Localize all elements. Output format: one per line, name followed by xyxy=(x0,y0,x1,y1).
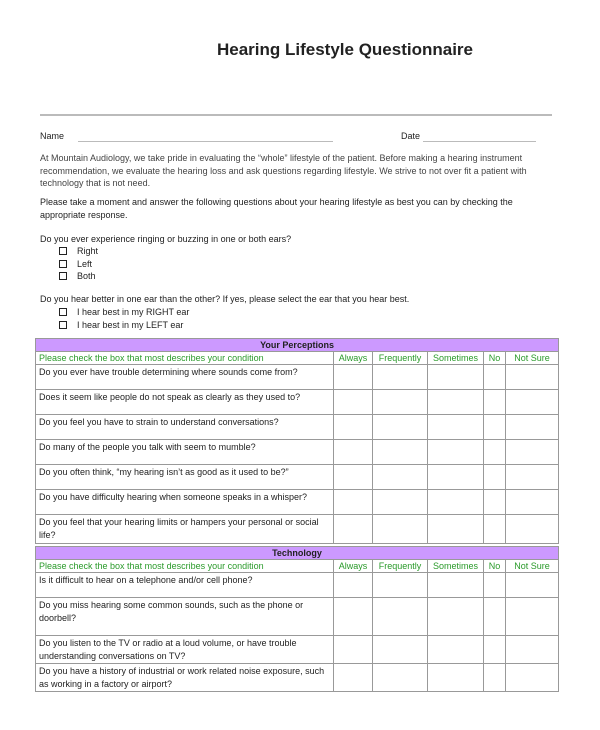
table-row xyxy=(36,573,559,598)
column-header: Not Sure xyxy=(506,352,559,365)
option-both[interactable] xyxy=(59,270,98,283)
answer-cell-no[interactable] xyxy=(484,365,506,390)
column-header: Please check the box that most describes your condition xyxy=(36,352,334,365)
checkbox-icon[interactable] xyxy=(59,321,67,329)
answer-cell-no[interactable] xyxy=(484,390,506,415)
answer-cell-not-sure[interactable] xyxy=(506,465,559,490)
checkbox-icon[interactable] xyxy=(59,308,67,316)
answer-cell-sometimes[interactable] xyxy=(428,636,484,664)
answer-cell-always[interactable] xyxy=(334,415,373,440)
answer-cell-sometimes[interactable] xyxy=(428,598,484,636)
table-row xyxy=(36,365,559,390)
answer-cell-always[interactable] xyxy=(334,664,373,692)
answer-cell-always[interactable] xyxy=(334,390,373,415)
answer-cell-frequently[interactable] xyxy=(373,465,428,490)
option-label: I hear best in my LEFT ear xyxy=(77,319,184,330)
question-cell: Do you often think, “my hearing isn’t as good as it used to be?” xyxy=(36,465,334,490)
table-row xyxy=(36,440,559,465)
answer-cell-not-sure[interactable] xyxy=(506,573,559,598)
column-header: Sometimes xyxy=(428,560,484,573)
answer-cell-always[interactable] xyxy=(334,365,373,390)
table-row xyxy=(36,636,559,664)
table-row xyxy=(36,490,559,515)
question-cell: Do you listen to the TV or radio at a loud volume, or have trouble understanding conversations on TV? xyxy=(36,636,334,664)
column-header: Frequently xyxy=(373,352,428,365)
instructions-text: Please take a moment and answer the following questions about your hearing lifestyle as best you can by checking the appropriate response. xyxy=(40,197,513,220)
option-left-ear[interactable] xyxy=(59,319,189,332)
answer-cell-not-sure[interactable] xyxy=(506,440,559,465)
answer-cell-sometimes[interactable] xyxy=(428,365,484,390)
answer-cell-frequently[interactable] xyxy=(373,573,428,598)
table-row xyxy=(36,415,559,440)
date-label: Date xyxy=(401,131,421,141)
question-cell: Do you feel you have to strain to understand conversations? xyxy=(36,415,334,440)
options-better-ear xyxy=(59,306,189,331)
answer-cell-frequently[interactable] xyxy=(373,598,428,636)
option-label: Both xyxy=(77,271,96,281)
answer-cell-no[interactable] xyxy=(484,598,506,636)
option-label: I hear best in my RIGHT ear xyxy=(77,307,190,317)
answer-cell-not-sure[interactable] xyxy=(506,390,559,415)
answer-cell-always[interactable] xyxy=(334,598,373,636)
question-cell: Do you have difficulty hearing when someone speaks in a whisper? xyxy=(36,490,334,515)
answer-cell-always[interactable] xyxy=(334,440,373,465)
technology-table xyxy=(35,546,559,692)
answer-cell-sometimes[interactable] xyxy=(428,465,484,490)
answer-cell-frequently[interactable] xyxy=(373,390,428,415)
answer-cell-no[interactable] xyxy=(484,515,506,544)
answer-cell-not-sure[interactable] xyxy=(506,636,559,664)
column-header: Always xyxy=(334,352,373,365)
perceptions-table xyxy=(35,338,559,544)
answer-cell-frequently[interactable] xyxy=(373,664,428,692)
answer-cell-frequently[interactable] xyxy=(373,636,428,664)
option-label: Right xyxy=(77,246,99,256)
column-header: Always xyxy=(334,560,373,573)
answer-cell-no[interactable] xyxy=(484,440,506,465)
question-cell: Do you have a history of industrial or work related noise exposure, such as working in a factory or airport? xyxy=(36,664,334,692)
answer-cell-frequently[interactable] xyxy=(373,440,428,465)
answer-cell-always[interactable] xyxy=(334,515,373,544)
question-cell: Is it difficult to hear on a telephone and/or cell phone? xyxy=(36,573,334,598)
answer-cell-not-sure[interactable] xyxy=(506,365,559,390)
column-header: No xyxy=(484,352,506,365)
answer-cell-not-sure[interactable] xyxy=(506,598,559,636)
answer-cell-sometimes[interactable] xyxy=(428,490,484,515)
question-better-ear: Do you hear better in one ear than the other? If yes, please select the ear that you hear best. xyxy=(40,294,410,304)
options-ringing xyxy=(59,245,98,283)
table-row xyxy=(36,598,559,636)
answer-cell-no[interactable] xyxy=(484,490,506,515)
table-row xyxy=(36,465,559,490)
table-row xyxy=(36,515,559,544)
answer-cell-sometimes[interactable] xyxy=(428,573,484,598)
question-cell: Do you feel that your hearing limits or hampers your personal or social life? xyxy=(36,515,334,544)
question-cell: Do you miss hearing some common sounds, such as the phone or doorbell? xyxy=(36,598,334,636)
answer-cell-not-sure[interactable] xyxy=(506,664,559,692)
answer-cell-frequently[interactable] xyxy=(373,415,428,440)
date-field[interactable] xyxy=(423,141,536,142)
column-header: Not Sure xyxy=(506,560,559,573)
answer-cell-sometimes[interactable] xyxy=(428,515,484,544)
option-label: Left xyxy=(77,258,93,269)
answer-cell-no[interactable] xyxy=(484,636,506,664)
answer-cell-no[interactable] xyxy=(484,415,506,440)
question-cell: Does it seem like people do not speak as clearly as they used to? xyxy=(36,390,334,415)
divider xyxy=(40,114,552,116)
table-row xyxy=(36,390,559,415)
column-header: Please check the box that most describes your condition xyxy=(36,560,334,573)
answer-cell-not-sure[interactable] xyxy=(506,490,559,515)
answer-cell-sometimes[interactable] xyxy=(428,664,484,692)
answer-cell-sometimes[interactable] xyxy=(428,440,484,465)
answer-cell-always[interactable] xyxy=(334,636,373,664)
section-header: Technology xyxy=(36,547,559,560)
checkbox-icon[interactable] xyxy=(59,272,67,280)
answer-cell-sometimes[interactable] xyxy=(428,390,484,415)
answer-cell-not-sure[interactable] xyxy=(506,515,559,544)
option-right[interactable] xyxy=(59,245,98,258)
answer-cell-no[interactable] xyxy=(484,465,506,490)
table-row xyxy=(36,664,559,692)
intro-text: At Mountain Audiology, we take pride in evaluating the “whole” lifestyle of the patient. Before making a hearing instrument recommendation, we evaluate the hearing loss and ask questions regarding lifestyle. We strive to not over fit a patient with technology that is not need. xyxy=(40,153,527,188)
checkbox-icon[interactable] xyxy=(59,247,67,255)
answer-cell-always[interactable] xyxy=(334,465,373,490)
column-header: No xyxy=(484,560,506,573)
column-header: Sometimes xyxy=(428,352,484,365)
column-header: Frequently xyxy=(373,560,428,573)
page-title: Hearing Lifestyle Questionnaire xyxy=(216,40,473,59)
answer-cell-always[interactable] xyxy=(334,490,373,515)
answer-cell-sometimes[interactable] xyxy=(428,415,484,440)
answer-cell-frequently[interactable] xyxy=(373,365,428,390)
section-header: Your Perceptions xyxy=(36,339,559,352)
name-label: Name xyxy=(40,131,65,141)
answer-cell-frequently[interactable] xyxy=(373,515,428,544)
answer-cell-no[interactable] xyxy=(484,573,506,598)
answer-cell-frequently[interactable] xyxy=(373,490,428,515)
answer-cell-no[interactable] xyxy=(484,664,506,692)
answer-cell-always[interactable] xyxy=(334,573,373,598)
option-right-ear[interactable] xyxy=(59,306,189,319)
question-cell: Do many of the people you talk with seem to mumble? xyxy=(36,440,334,465)
question-cell: Do you ever have trouble determining where sounds come from? xyxy=(36,365,334,390)
question-ringing: Do you ever experience ringing or buzzing in one or both ears? xyxy=(40,234,292,244)
answer-cell-not-sure[interactable] xyxy=(506,415,559,440)
checkbox-icon[interactable] xyxy=(59,260,67,268)
name-field[interactable] xyxy=(78,141,333,142)
option-left[interactable] xyxy=(59,258,98,271)
